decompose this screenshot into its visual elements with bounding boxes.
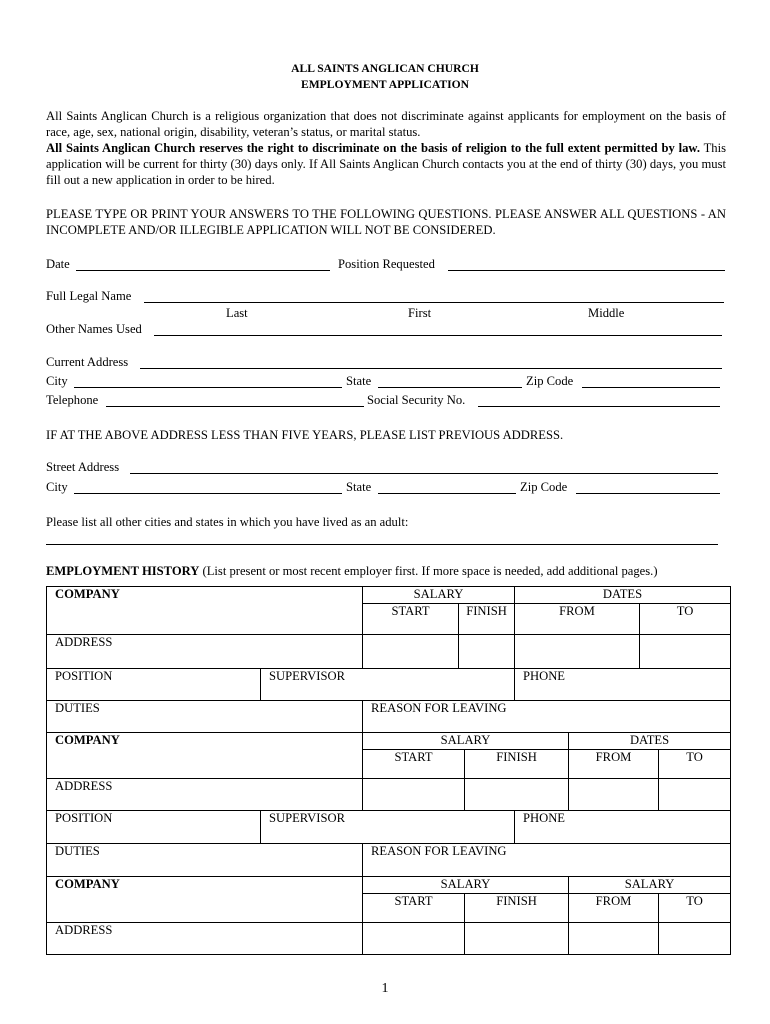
cities-field[interactable] (46, 544, 718, 545)
prev-state-field[interactable] (378, 493, 516, 494)
employment-block-3 (46, 876, 731, 955)
phone-cell[interactable]: PHONE (515, 669, 731, 701)
salary-header: SALARY (363, 587, 515, 604)
middle-name-caption: Middle (588, 306, 625, 320)
duties-cell[interactable]: DUTIES (47, 701, 363, 733)
dates-header: DATES (569, 733, 731, 750)
address-cell[interactable]: ADDRESS (47, 923, 363, 955)
address-cell[interactable]: ADDRESS (47, 779, 363, 811)
duties-cell[interactable]: DUTIES (47, 844, 363, 877)
city-label: City (46, 374, 68, 388)
start-salary-cell[interactable] (363, 923, 465, 955)
position-cell[interactable]: POSITION (47, 669, 261, 701)
full-legal-name-field[interactable] (144, 302, 724, 303)
date-label: Date (46, 257, 70, 271)
company-label[interactable]: COMPANY (47, 587, 363, 635)
religion-reservation: All Saints Anglican Church reserves the right to discriminate on the basis of religion to the full extent permitted by law. (46, 141, 700, 155)
prev-state-label: State (346, 480, 372, 494)
current-address-field[interactable] (140, 368, 722, 369)
reason-for-leaving-cell[interactable]: REASON FOR LEAVING (363, 701, 731, 733)
start-salary-cell[interactable] (363, 779, 465, 811)
employment-block-2 (46, 732, 731, 877)
company-label[interactable]: COMPANY (47, 733, 363, 779)
prev-zip-field[interactable] (576, 493, 720, 494)
intro-paragraph (46, 108, 726, 188)
address-cell[interactable]: ADDRESS (47, 635, 363, 669)
position-requested-label: Position Requested (338, 257, 435, 271)
to-header[interactable]: TO (659, 750, 731, 779)
street-address-label: Street Address (46, 460, 120, 474)
from-date-cell[interactable] (569, 923, 659, 955)
form-title: ALL SAINTS ANGLICAN CHURCH (291, 62, 479, 75)
other-names-field[interactable] (154, 335, 722, 336)
to-date-cell[interactable] (659, 779, 731, 811)
current-address-label: Current Address (46, 355, 129, 369)
company-label[interactable]: COMPANY (47, 877, 363, 923)
finish-salary-cell[interactable] (459, 635, 515, 669)
to-date-cell[interactable] (640, 635, 731, 669)
full-legal-name-label: Full Legal Name (46, 289, 132, 303)
validity-statement: This application will be current for thirty (30) days only. If All Saints Anglican Church contacts you at the end of thirty (30) days, you must fill out a new application in order to be hired. (46, 141, 726, 187)
from-header[interactable]: FROM (515, 604, 640, 635)
dates-header: DATES (515, 587, 731, 604)
first-name-caption: First (408, 306, 432, 320)
start-header[interactable]: START (363, 894, 465, 923)
telephone-label: Telephone (46, 393, 99, 407)
other-names-label: Other Names Used (46, 322, 142, 336)
salary-header-right: SALARY (569, 877, 731, 894)
last-name-caption: Last (226, 306, 248, 320)
telephone-field[interactable] (106, 406, 364, 407)
ssn-label: Social Security No. (367, 393, 466, 407)
salary-header: SALARY (363, 877, 569, 894)
form-subtitle: EMPLOYMENT APPLICATION (300, 78, 469, 91)
zip-field[interactable] (582, 387, 720, 388)
employment-block-1 (46, 586, 731, 733)
to-date-cell[interactable] (659, 923, 731, 955)
prev-city-label: City (46, 480, 68, 494)
ssn-field[interactable] (478, 406, 720, 407)
finish-header[interactable]: FINISH (459, 604, 515, 635)
to-header[interactable]: TO (640, 604, 731, 635)
finish-salary-cell[interactable] (465, 779, 569, 811)
instructions: PLEASE TYPE OR PRINT YOUR ANSWERS TO THE FOLLOWING QUESTIONS. PLEASE ANSWER ALL QUESTIONS - AN INCOMPLETE AND/OR ILLEGIBLE APPLICATION WILL NOT BE CONSIDERED. (46, 207, 726, 237)
start-header[interactable]: START (363, 750, 465, 779)
employment-history-title: EMPLOYMENT HISTORY (46, 564, 200, 578)
employment-note: (List present or most recent employer first. If more space is needed, add additional pages.) (202, 564, 658, 578)
employment-heading (46, 564, 658, 579)
nondiscrimination-statement: All Saints Anglican Church is a religious organization that does not discriminate against applicants for employment on the basis of race, age, sex, national origin, disability, veteran’s status, or marital status. (46, 109, 726, 139)
start-salary-cell[interactable] (363, 635, 459, 669)
page-number: 1 (381, 981, 389, 996)
salary-header: SALARY (363, 733, 569, 750)
finish-header[interactable]: FINISH (465, 750, 569, 779)
from-header[interactable]: FROM (569, 894, 659, 923)
street-address-field[interactable] (130, 473, 718, 474)
position-cell[interactable]: POSITION (47, 811, 261, 844)
phone-cell[interactable]: PHONE (515, 811, 731, 844)
state-field[interactable] (378, 387, 522, 388)
prev-zip-label: Zip Code (520, 480, 568, 494)
supervisor-cell[interactable]: SUPERVISOR (261, 811, 515, 844)
to-header[interactable]: TO (659, 894, 731, 923)
position-requested-field[interactable] (448, 270, 725, 271)
from-header[interactable]: FROM (569, 750, 659, 779)
start-header[interactable]: START (363, 604, 459, 635)
state-label: State (346, 374, 372, 388)
from-date-cell[interactable] (515, 635, 640, 669)
previous-address-notice: IF AT THE ABOVE ADDRESS LESS THAN FIVE YEARS, PLEASE LIST PREVIOUS ADDRESS. (46, 428, 564, 442)
supervisor-cell[interactable]: SUPERVISOR (261, 669, 515, 701)
prev-city-field[interactable] (74, 493, 342, 494)
zip-label: Zip Code (526, 374, 574, 388)
reason-for-leaving-cell[interactable]: REASON FOR LEAVING (363, 844, 731, 877)
city-field[interactable] (74, 387, 342, 388)
date-field[interactable] (76, 270, 330, 271)
finish-salary-cell[interactable] (465, 923, 569, 955)
cities-prompt: Please list all other cities and states in which you have lived as an adult: (46, 515, 409, 529)
finish-header[interactable]: FINISH (465, 894, 569, 923)
from-date-cell[interactable] (569, 779, 659, 811)
